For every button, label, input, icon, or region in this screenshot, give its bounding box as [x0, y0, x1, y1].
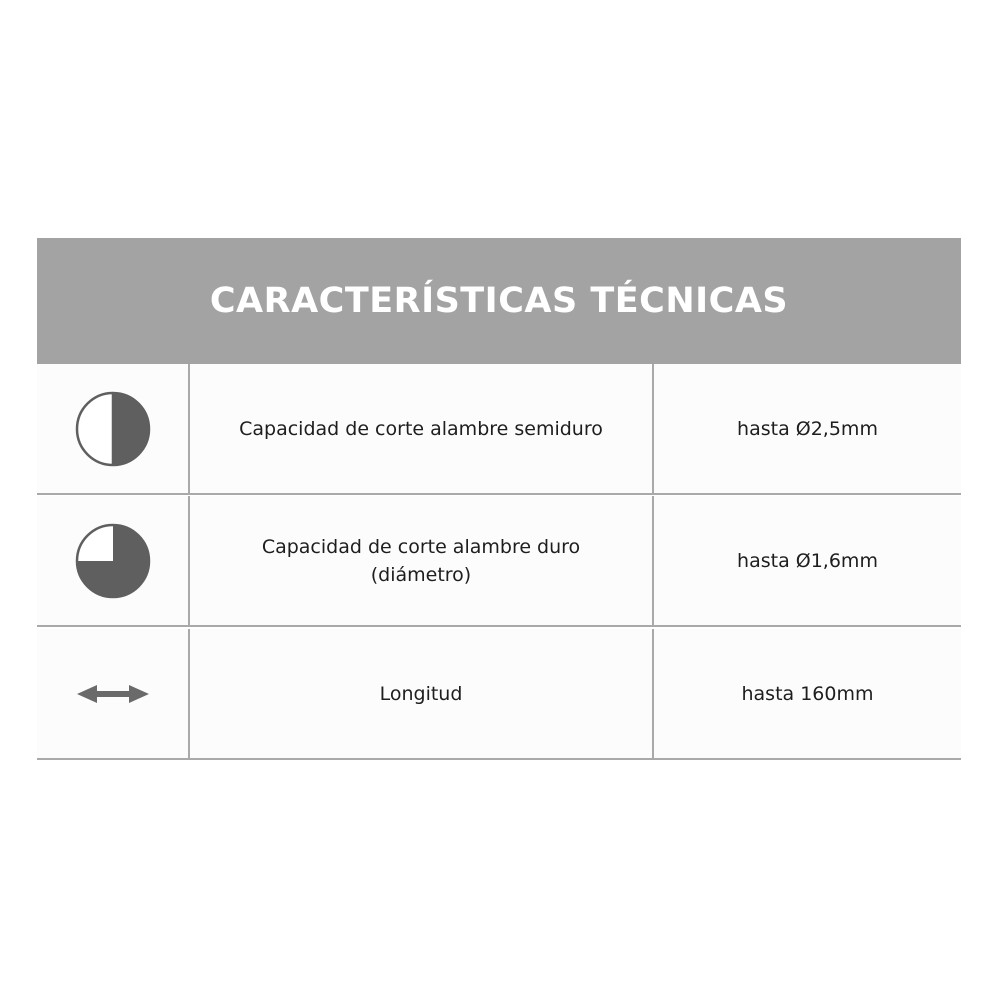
- specifications-table: [37, 238, 961, 762]
- table-row: [37, 364, 961, 495]
- spec-value: hasta Ø1,6mm: [737, 549, 878, 572]
- spec-value: hasta 160mm: [741, 682, 874, 705]
- value-cell: [654, 629, 961, 758]
- spec-label: Capacidad de corte alambre duro (diámetro): [261, 535, 581, 586]
- label-cell: [190, 629, 654, 758]
- icon-cell: [37, 364, 190, 493]
- spec-label: Capacidad de corte alambre semiduro: [239, 417, 603, 440]
- table-row: [37, 496, 961, 627]
- table-title: CARACTERÍSTICAS TÉCNICAS: [209, 281, 789, 321]
- label-cell: [190, 496, 654, 625]
- table-header: [37, 238, 961, 364]
- value-cell: [654, 496, 961, 625]
- icon-cell: [37, 629, 190, 758]
- value-cell: [654, 364, 961, 493]
- icon-cell: [37, 496, 190, 625]
- three-quarter-filled-circle-icon: [74, 522, 152, 600]
- spec-value: hasta Ø2,5mm: [737, 417, 878, 440]
- spec-label: Longitud: [379, 682, 463, 705]
- label-cell: [190, 364, 654, 493]
- half-filled-circle-icon: [74, 390, 152, 468]
- table-row: [37, 629, 961, 760]
- double-arrow-icon: [77, 682, 149, 706]
